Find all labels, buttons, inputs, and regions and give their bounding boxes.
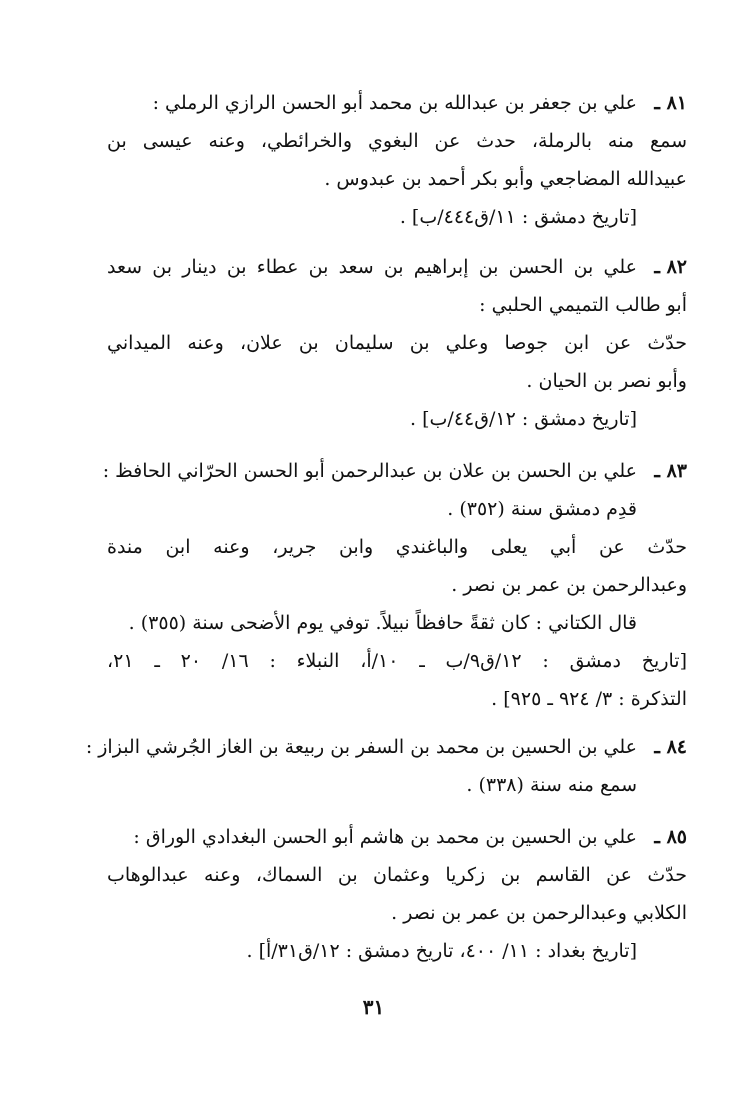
entry-81 bbox=[107, 84, 687, 236]
entry-heading bbox=[107, 248, 687, 286]
entry-heading bbox=[102, 452, 687, 490]
entry-citation: التذكرة : ٣/ ٩٢٤ ـ ٩٢٥] . bbox=[491, 688, 687, 710]
entry-line: وأبو نصر بن الحيان . bbox=[526, 370, 687, 392]
entry-citation: [تاريخ دمشق : ١٢/ق٤٤/ب] . bbox=[410, 408, 637, 430]
entry-line: سمع منه سنة (٣٣٨) . bbox=[466, 774, 637, 796]
entry-82 bbox=[107, 248, 687, 438]
entry-line: الكلابي وعبدالرحمن بن عمر بن نصر . bbox=[391, 902, 687, 924]
entry-title: علي بن الحسين بن محمد بن السفر بن ربيعة بن الغاز الجُرشي البزاز : bbox=[85, 736, 637, 758]
entry-heading bbox=[85, 728, 687, 766]
entry-line: حدّث عن القاسم بن زكريا وعثمان بن السماك، وعنه عبدالوهاب bbox=[107, 864, 687, 886]
entry-line: عبيدالله المضاجعي وأبو بكر أحمد بن عبدوس . bbox=[324, 168, 687, 190]
entry-citation: [تاريخ دمشق : ١١/ق٤٤٤/ب] . bbox=[399, 206, 637, 228]
entry-number: ٨٥ ـ bbox=[654, 826, 687, 848]
entry-line: حدّث عن ابن جوصا وعلي بن سليمان بن علان، وعنه الميداني bbox=[107, 332, 687, 354]
entry-citation: [تاريخ بغداد : ١١/ ٤٠٠، تاريخ دمشق : ١٢/ق٣١/أ] . bbox=[246, 940, 637, 962]
entry-number: ٨٢ ـ bbox=[654, 256, 687, 278]
entry-number: ٨٤ ـ bbox=[654, 736, 687, 758]
entry-84 bbox=[85, 728, 687, 804]
entry-line: وعبدالرحمن بن عمر بن نصر . bbox=[451, 574, 687, 596]
entry-heading bbox=[107, 84, 687, 122]
entry-line: قال الكتاني : كان ثقةً حافظاً نبيلاً. توفي يوم الأضحى سنة (٣٥٥) . bbox=[128, 612, 637, 634]
page-number: ٣١ bbox=[362, 995, 385, 1019]
entry-title: علي بن جعفر بن عبدالله بن محمد أبو الحسن الرازي الرملي : bbox=[152, 92, 637, 114]
entry-line: أبو طالب التميمي الحلبي : bbox=[479, 294, 687, 316]
entry-line: حدّث عن أبي يعلى والباغندي وابن جرير، وعنه ابن مندة bbox=[107, 536, 687, 558]
entry-line: سمع منه بالرملة، حدث عن البغوي والخرائطي، وعنه عيسى بن bbox=[107, 130, 687, 152]
entry-title: علي بن الحسن بن علان بن عبدالرحمن أبو الحسن الحرّاني الحافظ : bbox=[102, 460, 637, 482]
entry-citation: [تاريخ دمشق : ١٢/ق٩/ب ـ ١٠/أ، النبلاء : ١٦/ ٢٠ ـ ٢١، bbox=[107, 650, 687, 672]
entry-number: ٨٣ ـ bbox=[654, 460, 687, 482]
entry-line: قدِم دمشق سنة (٣٥٢) . bbox=[447, 498, 637, 520]
entry-number: ٨١ ـ bbox=[654, 92, 687, 114]
entry-title: علي بن الحسن بن إبراهيم بن سعد بن عطاء بن دينار بن سعد bbox=[107, 256, 637, 278]
entry-85 bbox=[107, 818, 687, 970]
entry-heading bbox=[107, 818, 687, 856]
entry-83 bbox=[102, 452, 687, 718]
entry-title: علي بن الحسين بن محمد بن هاشم أبو الحسن البغدادي الوراق : bbox=[133, 826, 637, 848]
